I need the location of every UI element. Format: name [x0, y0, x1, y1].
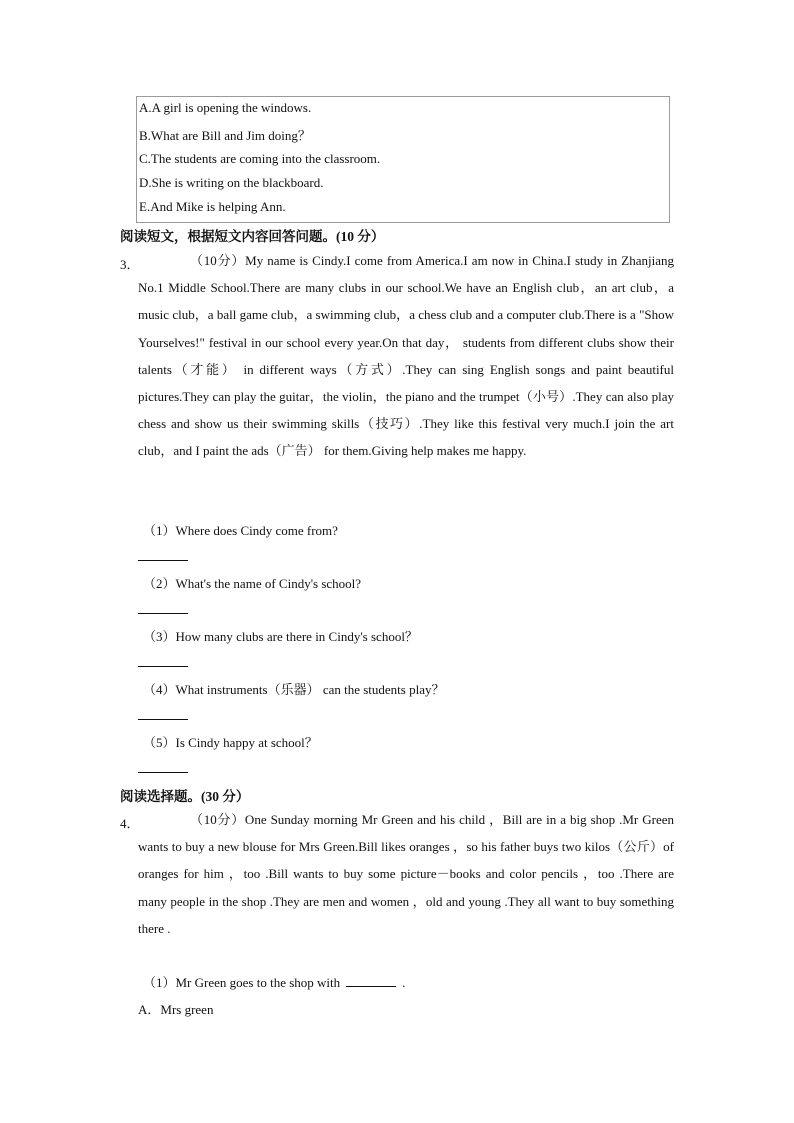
question-4-1-text: （1）Mr Green goes to the shop with [143, 975, 341, 990]
options-box [136, 96, 670, 223]
question-number-4: 4． [120, 816, 140, 831]
question-3-1: （1）Where does Cindy come from? [143, 523, 338, 538]
option-4-1-a: A．Mrs green [138, 1002, 214, 1017]
option-a-line: A.A girl is opening the windows. [139, 100, 312, 115]
answer-line-3-5[interactable] [138, 772, 188, 773]
passage-4: （10分）One Sunday morning Mr Green and his child ，Bill are in a big shop .Mr Green wants to buy a new blouse for Mrs Green.Bill likes oranges ，so his father buys two kilos（公斤）of oranges for him ，too .Bill wants to buy some picture－books and color pencils ，too .There are many people in the shop .They are men and women ，old and young .They all want to buy something there . [138, 812, 674, 936]
answer-line-3-1[interactable] [138, 560, 188, 561]
question-3-5: （5）Is Cindy happy at school？ [143, 735, 318, 750]
question-3-3: （3）How many clubs are there in Cindy's school？ [143, 629, 418, 644]
answer-line-3-4[interactable] [138, 719, 188, 720]
answer-line-3-3[interactable] [138, 666, 188, 667]
option-b-line: B.What are Bill and Jim doing？ [139, 128, 311, 143]
question-4-1 [143, 972, 405, 991]
section-title-reading-choice: 阅读选择题。(30 分） [120, 789, 250, 804]
section-title-reading-qa: 阅读短文，根据短文内容回答问题。(10 分） [120, 229, 385, 244]
question-3-2: （2）What's the name of Cindy's school? [143, 576, 362, 591]
question-3-4: （4）What instruments（乐器） can the students play？ [143, 682, 445, 697]
blank-4-1[interactable] [346, 985, 396, 987]
question-number-3: 3． [120, 257, 140, 272]
answer-line-3-2[interactable] [138, 613, 188, 614]
passage-3: （10分）My name is Cindy.I come from America.I am now in China.I study in Zhanjiang No.1 Middle School.There are many clubs in our school.We have an English club，an art club，a music club，a ball game club，a swimming club，a chess club and a computer club.There is a "Show Yourselves!" festival in our school every year.On that day， students from different clubs show their talents（才能） in different ways（方式）.They can sing English songs and paint beautiful pictures.They can play the guitar，the violin，the piano and the trumpet（小号）.They can also play chess and show us their swimming skills（技巧）.They like this festival very much.I join the art club，and I paint the ads（广告） for them.Giving help makes me happy. [138, 253, 674, 459]
question-4-1-end: . [402, 975, 406, 990]
option-e-line: E.And Mike is helping Ann. [139, 199, 286, 214]
option-d-line: D.She is writing on the blackboard. [139, 175, 324, 190]
option-c-line: C.The students are coming into the classroom. [139, 151, 381, 166]
